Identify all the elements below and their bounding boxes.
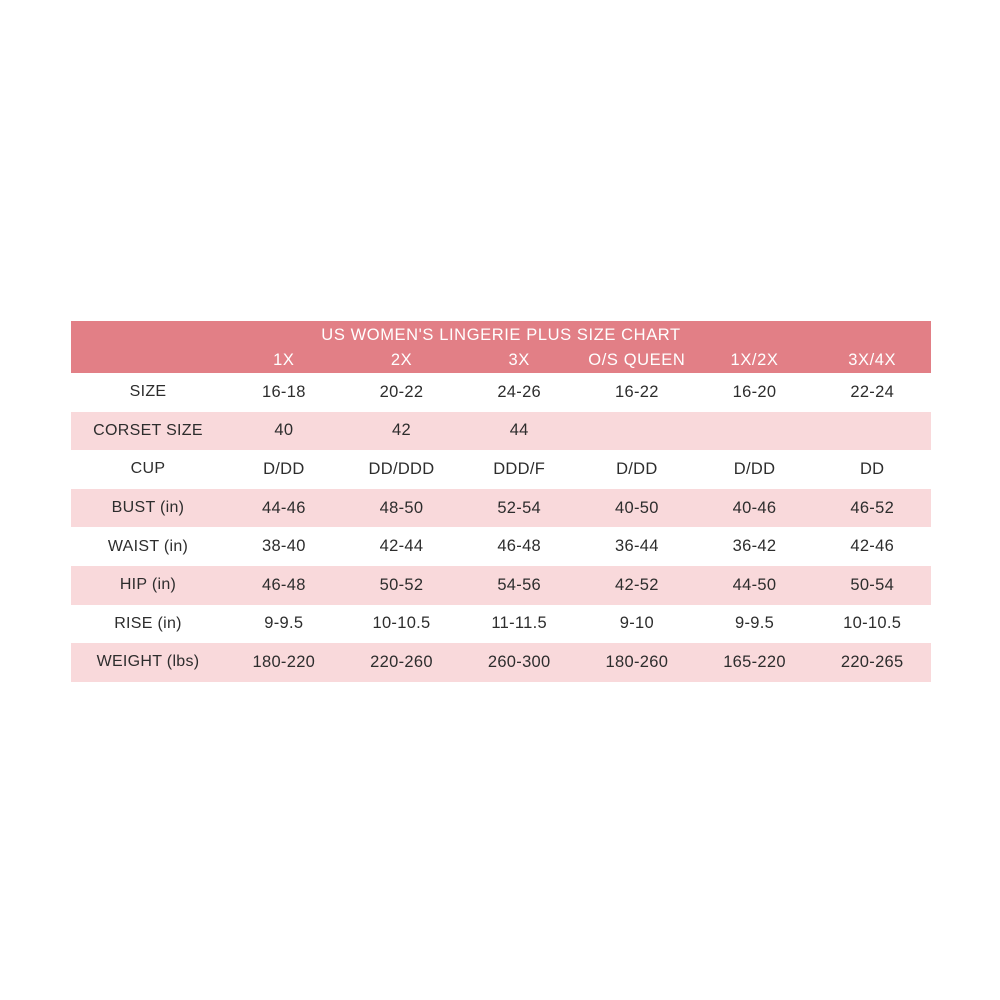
column-header-1x: 1X: [273, 351, 295, 369]
cell-value: 220-260: [370, 652, 433, 671]
cell-value: 44-50: [732, 575, 777, 594]
cell-value: 42-52: [615, 575, 659, 594]
column-header-2x: 2X: [390, 351, 413, 369]
table-row: [71, 450, 931, 489]
row-label: CUP: [130, 460, 166, 478]
table-row: [71, 527, 931, 566]
cell-value: 24-26: [497, 382, 542, 401]
table-row: [71, 643, 931, 682]
cell-value: 50-54: [850, 575, 895, 594]
table-row: [71, 566, 931, 605]
cell-value: D/DD: [616, 459, 658, 478]
cell-value: 42-44: [379, 537, 424, 556]
cell-value: DD/DDD: [368, 459, 435, 478]
row-label: RISE (in): [114, 614, 182, 632]
cell-value: D/DD: [733, 459, 776, 478]
cell-value: DD: [859, 459, 885, 478]
cell-value: 48-50: [379, 498, 424, 517]
table-row: [71, 489, 931, 528]
cell-value: 42-46: [850, 537, 895, 556]
cell-value: 36-42: [732, 537, 777, 556]
cell-value: 40: [274, 421, 294, 440]
cell-value: 22-24: [850, 382, 895, 401]
row-label: HIP (in): [119, 576, 177, 594]
cell-value: 10-10.5: [843, 614, 902, 633]
column-header-1x2x: 1X/2X: [730, 351, 779, 369]
cell-value: 20-22: [379, 382, 424, 401]
cell-value: 40-46: [732, 498, 777, 517]
cell-value: 16-22: [615, 382, 659, 401]
column-header-3x4x: 3X/4X: [848, 351, 897, 369]
cell-value: 54-56: [497, 575, 542, 594]
cell-value: 38-40: [261, 537, 306, 556]
cell-value: 52-54: [497, 498, 542, 517]
column-header-3x: 3X: [508, 351, 530, 369]
cell-value: 16-18: [261, 382, 306, 401]
row-label: SIZE: [129, 383, 167, 401]
chart-title: US WOMEN'S LINGERIE PLUS SIZE CHART: [321, 326, 681, 344]
cell-value: 42: [392, 421, 411, 440]
cell-value: 10-10.5: [372, 614, 431, 633]
table-header-band: [71, 321, 931, 373]
table-row: [71, 605, 931, 644]
cell-value: 180-220: [252, 652, 316, 671]
column-header-row: [71, 348, 931, 373]
size-chart-table: [71, 321, 931, 682]
cell-value: 40-50: [615, 498, 659, 517]
cell-value: 9-10: [619, 614, 654, 633]
row-label: WEIGHT (lbs): [96, 653, 200, 671]
cell-value: 220-265: [840, 652, 904, 671]
cell-value: 50-52: [379, 575, 424, 594]
table-row: [71, 373, 931, 412]
cell-value: DDD/F: [493, 459, 546, 478]
cell-value: 46-52: [850, 498, 895, 517]
row-label: WAIST (in): [107, 537, 189, 555]
cell-value: 16-20: [732, 382, 777, 401]
table-body: [71, 373, 931, 682]
cell-value: 46-48: [497, 537, 542, 556]
cell-value: 11-11.5: [491, 614, 547, 633]
row-label: CORSET SIZE: [93, 421, 203, 439]
cell-value: 36-44: [615, 537, 659, 556]
cell-value: 9-9.5: [264, 614, 304, 633]
cell-value: D/DD: [263, 459, 305, 478]
cell-value: 165-220: [723, 652, 786, 671]
cell-value: 9-9.5: [734, 614, 775, 633]
cell-value: 180-260: [605, 652, 669, 671]
cell-value: 44: [509, 421, 529, 440]
cell-value: 44-46: [261, 498, 306, 517]
row-label: BUST (in): [111, 499, 185, 517]
column-header-osqueen: O/S QUEEN: [588, 351, 686, 369]
cell-value: 46-48: [261, 575, 306, 594]
cell-value: 260-300: [487, 652, 551, 671]
table-row: [71, 412, 931, 451]
